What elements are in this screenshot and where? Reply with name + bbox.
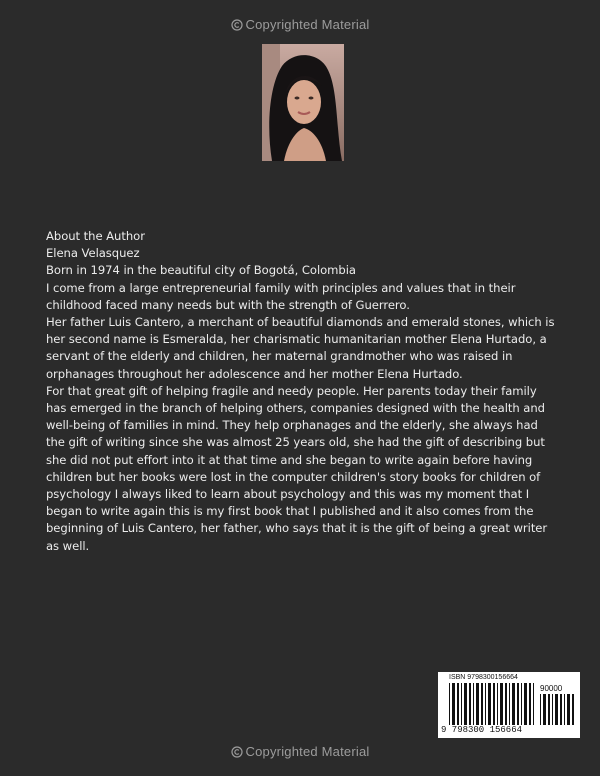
bio-paragraph-3: For that great gift of helping fragile and needy people. Her parents today their family has emerged in the branch of helping others, companies designed with the health and well-being of families in mind. They help orphanages and the elderly, she always had the gift of writing since she was almost 25 years old, she had the gift of describing but she did not put effort into it at that time and she began to write again before having children but her books were lost in the computer children's story books for children of psychology I always liked to learn about psychology and this was my moment that I began to write again this is my first book that I published and it also comes from the beginning of Luis Cantero, her father, who says that it is the gift of being a great writer as well. — [46, 383, 548, 553]
bio-heading: About the Author — [46, 229, 145, 243]
copyright-icon — [231, 19, 243, 31]
price-barcode-bars-icon — [540, 694, 574, 725]
watermark-text: Copyrighted Material — [245, 17, 370, 32]
author-name: Elena Velasquez — [46, 246, 140, 261]
about-author-text — [46, 228, 558, 555]
watermark-text: Copyrighted Material — [245, 744, 370, 759]
copyright-watermark-top — [0, 17, 600, 32]
bio-born: Born in 1974 in the beautiful city of Bogotá, Colombia — [46, 263, 356, 278]
isbn-digits: 9 798300 156664 — [441, 725, 523, 735]
bio-paragraph-1: I come from a large entrepreneurial family with principles and values that in their childhood faced many needs but with the strength of Guerrero. — [46, 280, 516, 312]
author-photo — [262, 44, 344, 161]
barcode-bars-icon — [449, 683, 535, 725]
isbn-label: ISBN 9798300156664 — [449, 674, 518, 681]
copyright-watermark-bottom — [0, 744, 600, 759]
bio-paragraph-2: Her father Luis Cantero, a merchant of beautiful diamonds and emerald stones, which is her second name is Esmeralda, her charismatic humanitarian mother Elena Hurtado, a servant of the elderly and children, her maternal grandmother who was raised in orphanages throughout her adolescence and her mother Elena Hurtado. — [46, 315, 555, 381]
copyright-icon — [231, 746, 243, 758]
price-code: 90000 — [540, 684, 563, 693]
